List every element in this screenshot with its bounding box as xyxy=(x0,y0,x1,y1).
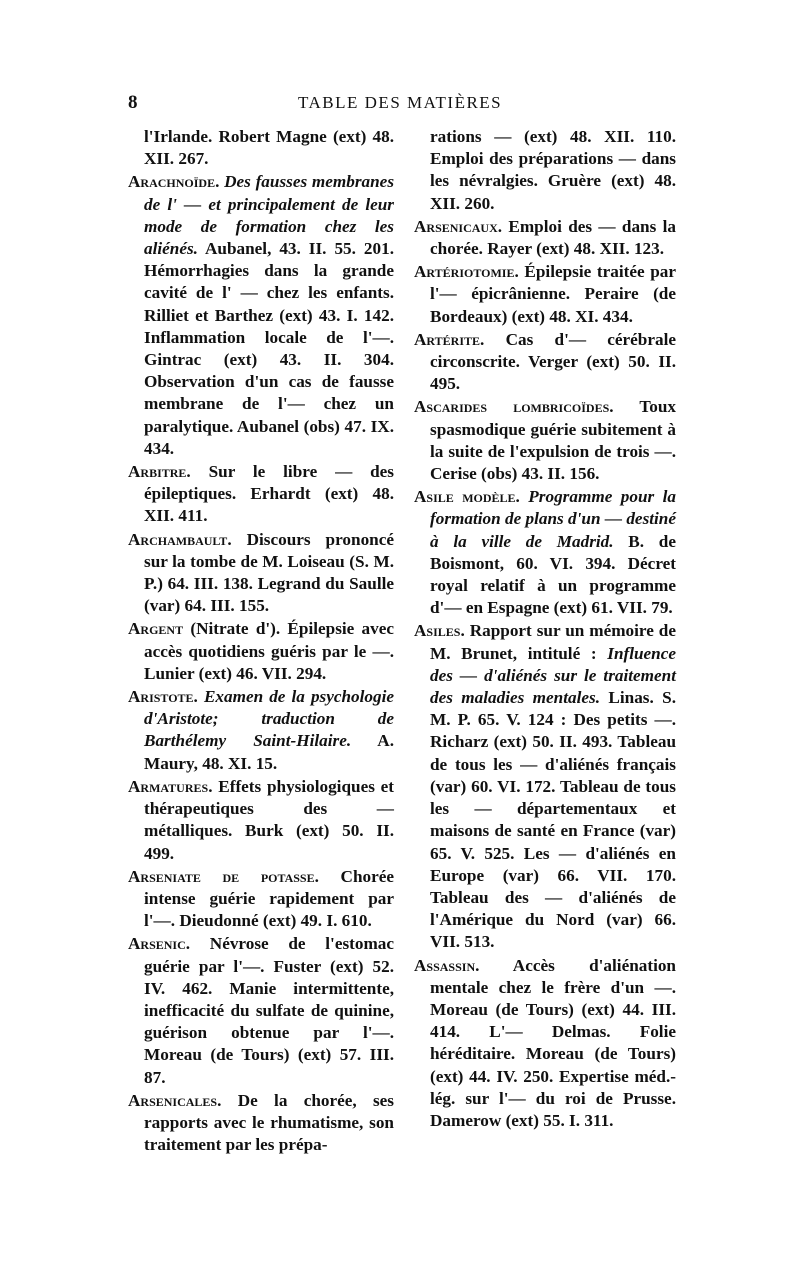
index-entry xyxy=(128,171,394,460)
entry-heading: Argent xyxy=(128,619,184,639)
index-entry xyxy=(128,933,394,1088)
entry-text: Toux spasmodique guérie subitement à la suite de l'expulsion de trois —. Cerise (obs) 43. II. 156. xyxy=(430,397,676,484)
index-entry xyxy=(414,216,676,260)
entry-title-italic: Examen de la psychologie d'Aristote; traduction de Barthélemy Saint-Hilaire. xyxy=(144,687,395,751)
running-title: TABLE DES MATIÈRES xyxy=(298,93,503,112)
entry-heading: Arsenicales. xyxy=(128,1090,222,1110)
entry-heading: Archambault. xyxy=(128,529,232,549)
index-entry xyxy=(128,461,394,528)
index-entry xyxy=(414,261,676,328)
entry-heading: Arseniate de potasse. xyxy=(128,866,319,886)
page-number: 8 xyxy=(128,92,138,113)
index-entry-continuation xyxy=(414,126,676,215)
index-entry xyxy=(414,955,676,1133)
entry-heading: Armatures. xyxy=(128,776,213,796)
entry-text: Chorée intense guérie rapidement par l'—. Dieudonné (ext) 49. I. 610. xyxy=(144,866,395,931)
entry-title-italic: Des fausses membranes de l' — et principalement de leur mode de formation chez les aliénés. xyxy=(144,172,395,259)
entry-heading: Arachnoïde. xyxy=(128,172,220,192)
index-entry xyxy=(128,866,394,933)
entry-heading: Assassin. xyxy=(414,955,480,975)
index-entry xyxy=(128,529,394,618)
entry-text: B. de Boismont, 60. VI. 394. Décret royal relatif à un programme d'— en Espagne (ext) 61. VII. 79. xyxy=(430,531,676,618)
index-entry xyxy=(414,329,676,396)
entry-text: Aubanel, 43. II. 55. 201. Hémorrhagies dans la grande cavité de l' — chez les enfants. Rilliet et Barthez (ext) 43. I. 142. Inflammation locale de l'—. Gintrac (ext) 43. II. 304. Observation d'un cas de fausse membrane de l'— chez un paralytique. Aubanel (obs) 47. IX. 434. xyxy=(144,239,394,458)
index-entry xyxy=(128,776,394,865)
index-entry xyxy=(414,620,676,953)
entry-text: (Nitrate d'). Épilepsie avec accès quotidiens guéris par le —. Lunier (ext) 46. VII. 294. xyxy=(144,619,394,683)
index-entry-continuation xyxy=(128,126,394,170)
entry-title-italic: Programme pour la formation de plans d'un — destiné à la ville de Madrid. xyxy=(430,487,677,551)
entry-text: Sur le libre — des épileptiques. Erhardt (ext) 48. XII. 411. xyxy=(144,462,394,526)
entry-heading: Artériotomie. xyxy=(414,262,519,282)
entry-text: Emploi des — dans la chorée. Rayer (ext) 48. XII. 123. xyxy=(430,216,676,259)
index-entry xyxy=(414,486,676,619)
entry-text: A. Maury, 48. XI. 15. xyxy=(144,731,395,773)
entry-text: Effets physiologiques et thérapeutiques des — métalliques. Burk (ext) 50. II. 499. xyxy=(144,776,394,863)
entry-heading: Ascarides lombricoïdes. xyxy=(414,397,614,417)
index-entry xyxy=(128,1090,394,1157)
index-entry xyxy=(128,686,394,775)
entry-text: Discours prononcé sur la tombe de M. Loiseau (S. M. P.) 64. III. 138. Legrand du Saulle (var) 64. III. 155. xyxy=(144,529,394,616)
entry-heading: Aristote. xyxy=(128,687,198,707)
entry-text: Linas. S. M. P. 65. V. 124 : Des petits —. Richarz (ext) 50. II. 493. Tableau de tous les — d'aliénés français (var) 60. VI. 172. Tableau de tous les — départementaux et maisons de santé en France (var) 65. V. 525. Les — d'aliénés en Europe (var) 66. VII. 170. Tableau des — d'aliénés de l'Amérique du Nord (var) 66. VII. 513. xyxy=(430,688,677,952)
left-column xyxy=(128,126,394,1157)
entry-text: l'Irlande. Robert Magne (ext) 48. XII. 267. xyxy=(144,127,394,169)
index-entry xyxy=(128,618,394,685)
entry-heading: Asiles. xyxy=(414,621,465,641)
entry-text: Accès d'aliénation mentale chez le frère d'un —. Moreau (de Tours) (ext) 44. III. 414. L'— Delmas. Folie héréditaire. Moreau (de Tours) (ext) 44. IV. 250. Expertise méd.-lég. sur l'— du roi de Prusse. Damerow (ext) 55. I. 311. xyxy=(430,955,676,1130)
entry-text: De la chorée, ses rapports avec le rhumatisme, son traitement par les prépa- xyxy=(144,1090,394,1155)
entry-text: Cas d'— cérébrale circonscrite. Verger (ext) 50. II. 495. xyxy=(430,329,676,394)
entry-text: rations — (ext) 48. XII. 110. Emploi des préparations — dans les névralgies. Gruère (ext) 48. XII. 260. xyxy=(430,127,676,213)
entry-heading: Arbitre. xyxy=(128,462,191,482)
entry-text: Névrose de l'estomac guérie par l'—. Fuster (ext) 52. IV. 462. Manie intermittente, inefficacité du sulfate de quinine, guérison obtenue par l'—. Moreau (de Tours) (ext) 57. III. 87. xyxy=(144,934,394,1087)
entry-heading: Arsenic. xyxy=(128,934,191,954)
index-entry xyxy=(414,396,676,485)
entry-text: Rapport sur un mémoire de M. Brunet, intitulé : xyxy=(430,621,676,663)
entry-heading: Artérite. xyxy=(414,329,485,349)
entry-title-italic: Influence des — d'aliénés sur le traitement des maladies mentales. xyxy=(430,643,676,708)
entry-text: Épilepsie traitée par l'— épicrânienne. Peraire (de Bordeaux) (ext) 48. XI. 434. xyxy=(430,262,676,326)
right-column xyxy=(414,126,676,1133)
entry-heading: Arsenicaux. xyxy=(414,216,503,236)
entry-heading: Asile modèle. xyxy=(414,487,520,507)
